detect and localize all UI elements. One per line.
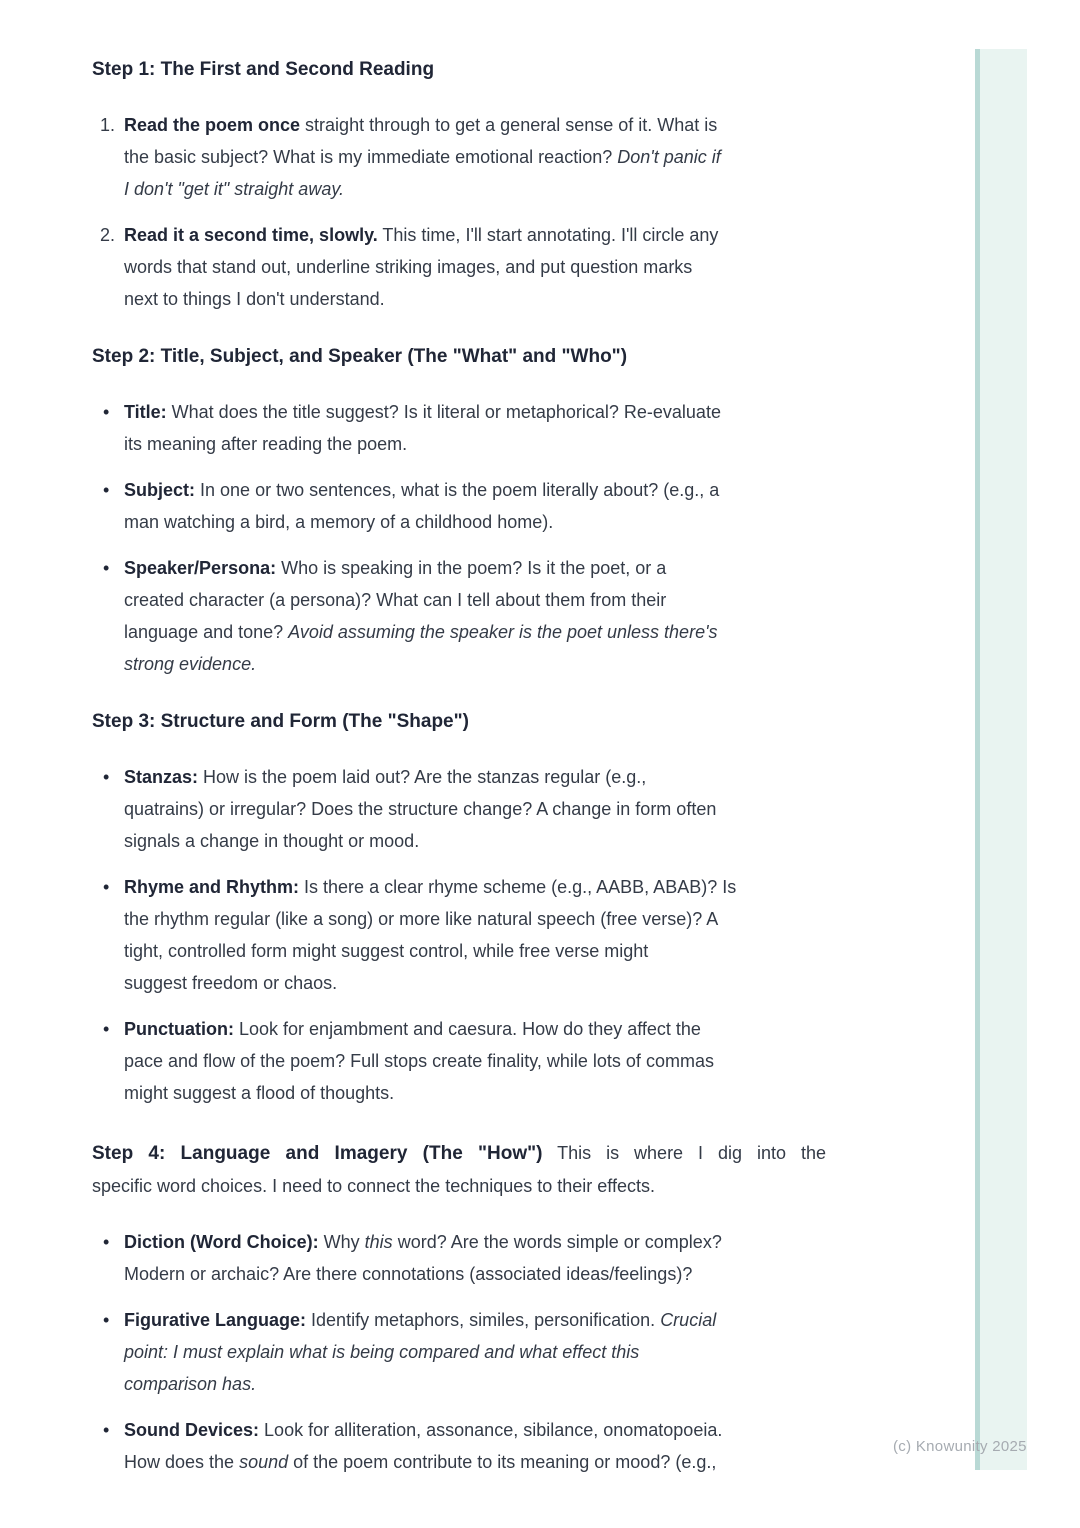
text-segment: This time, I'll start annotating. I'll circle any: [377, 225, 719, 245]
bullet-marker: •: [103, 877, 110, 897]
text-line: [124, 173, 826, 205]
text-segment: Don't panic if: [617, 147, 721, 167]
item-content: [124, 1414, 826, 1478]
text-line: [124, 967, 826, 999]
text-segment: I don't "get it" straight away.: [124, 179, 344, 199]
text-segment: Sound Devices:: [124, 1420, 260, 1440]
text-line: [124, 616, 826, 648]
item-content: [124, 1226, 826, 1290]
text-line: [124, 251, 826, 283]
text-segment: words that stand out, underline striking images, and put question marks: [124, 257, 693, 277]
text-segment: Punctuation:: [124, 1019, 234, 1039]
list-item: [92, 1013, 826, 1109]
text-segment: Step 4: Language and Imagery (The "How"): [92, 1143, 543, 1164]
list-item: [92, 761, 826, 857]
text-segment: Read it a second time, slowly.: [124, 225, 378, 245]
section-heading: Step 3: Structure and Form (The "Shape"): [92, 711, 469, 732]
step-list: [92, 761, 826, 1109]
text-line: [124, 1013, 826, 1045]
text-line: [124, 935, 826, 967]
text-line: [124, 1045, 826, 1077]
text-line: [124, 1077, 826, 1109]
text-segment: quatrains) or irregular? Does the structure change? A change in form often: [124, 799, 717, 819]
text-segment: point: I must explain what is being compared and what effect this: [124, 1342, 640, 1362]
text-line: [124, 283, 826, 315]
text-segment: comparison has.: [124, 1374, 257, 1394]
list-item: [92, 1226, 826, 1290]
section-step-3: [92, 708, 826, 1109]
text-line: [124, 1368, 826, 1400]
item-content: [124, 109, 826, 205]
list-item: [92, 474, 826, 538]
text-segment: tight, controlled form might suggest control, while free verse might: [124, 941, 649, 961]
bullet-marker: •: [103, 1310, 110, 1330]
text-segment: Modern or archaic? Are there connotations (associated ideas/feelings)?: [124, 1264, 693, 1284]
text-line: [124, 1446, 826, 1478]
text-line: [124, 825, 826, 857]
text-line: [92, 1170, 826, 1202]
text-segment: pace and flow of the poem? Full stops create finality, while lots of commas: [124, 1051, 714, 1071]
text-line: [124, 396, 826, 428]
text-segment: Read the poem once: [124, 115, 301, 135]
number-marker: 2.: [100, 225, 116, 245]
text-segment: signals a change in thought or mood.: [124, 831, 420, 851]
document-content: [92, 56, 826, 1492]
text-segment: Identify metaphors, similes, personification.: [306, 1310, 661, 1330]
text-segment: Figurative Language:: [124, 1310, 307, 1330]
text-segment: next to things I don't understand.: [124, 289, 385, 309]
list-item: [92, 109, 826, 205]
text-segment: Title:: [124, 402, 167, 422]
bullet-marker: •: [103, 1420, 110, 1440]
text-line: [124, 584, 826, 616]
step-list: [92, 109, 826, 315]
item-content: [124, 474, 826, 538]
text-segment: Why: [318, 1232, 365, 1252]
text-segment: Rhyme and Rhythm:: [124, 877, 300, 897]
text-line: [124, 1226, 826, 1258]
section-step-1: [92, 56, 826, 315]
text-segment: Avoid assuming the speaker is the poet unless there's: [288, 622, 718, 642]
text-line: [124, 474, 826, 506]
text-line: [124, 793, 826, 825]
text-segment: Speaker/Persona:: [124, 558, 277, 578]
text-segment: the rhythm regular (like a song) or more like natural speech (free verse)? A: [124, 909, 719, 929]
text-line: [124, 1304, 826, 1336]
list-item: [92, 552, 826, 680]
bullet-marker: •: [103, 1019, 110, 1039]
item-content: [124, 1013, 826, 1109]
text-segment: the basic subject? What is my immediate emotional reaction?: [124, 147, 618, 167]
text-segment: this: [364, 1232, 393, 1252]
bullet-marker: •: [103, 480, 110, 500]
text-line: [124, 428, 826, 460]
text-line: [124, 1414, 826, 1446]
text-line: [124, 1258, 826, 1290]
step-list: [92, 396, 826, 680]
text-line: [124, 648, 826, 680]
item-content: [124, 1304, 826, 1400]
section-step-2: [92, 343, 826, 680]
text-line: [124, 219, 826, 251]
text-segment: Stanzas:: [124, 767, 199, 787]
text-segment: Crucial: [660, 1310, 717, 1330]
text-segment: sound: [239, 1452, 289, 1472]
text-line: [124, 552, 826, 584]
section-heading: Step 2: Title, Subject, and Speaker (The "What" and "Who"): [92, 346, 628, 367]
text-segment: Subject:: [124, 480, 196, 500]
section-lead-paragraph: [92, 1137, 826, 1202]
text-line: [92, 1137, 826, 1170]
text-segment: How does the: [124, 1452, 240, 1472]
item-content: [124, 219, 826, 315]
page-edge-bar: [975, 49, 1027, 1470]
text-line: [124, 141, 826, 173]
list-item: [92, 871, 826, 999]
text-segment: How is the poem laid out? Are the stanzas regular (e.g.,: [198, 767, 647, 787]
text-segment: What does the title suggest? Is it literal or metaphorical? Re-evaluate: [166, 402, 721, 422]
text-segment: word? Are the words simple or complex?: [392, 1232, 722, 1252]
text-segment: created character (a persona)? What can I tell about them from their: [124, 590, 667, 610]
text-line: [124, 871, 826, 903]
text-segment: its meaning after reading the poem.: [124, 434, 408, 454]
step-list: [92, 1226, 826, 1478]
text-segment: suggest freedom or chaos.: [124, 973, 338, 993]
bullet-marker: •: [103, 767, 110, 787]
item-content: [124, 761, 826, 857]
list-item: [92, 396, 826, 460]
text-segment: language and tone?: [124, 622, 289, 642]
section-step-4: [92, 1137, 826, 1478]
list-item: [92, 1304, 826, 1400]
text-line: [124, 109, 826, 141]
list-item: [92, 1414, 826, 1478]
list-item: [92, 219, 826, 315]
item-content: [124, 396, 826, 460]
text-segment: might suggest a flood of thoughts.: [124, 1083, 395, 1103]
text-segment: Look for enjambment and caesura. How do they affect the: [234, 1019, 701, 1039]
text-segment: In one or two sentences, what is the poem literally about? (e.g., a: [195, 480, 720, 500]
text-segment: specific word choices. I need to connect the techniques to their effects.: [92, 1176, 655, 1196]
text-segment: strong evidence.: [124, 654, 257, 674]
text-segment: Who is speaking in the poem? Is it the poet, or a: [276, 558, 667, 578]
text-segment: man watching a bird, a memory of a childhood home).: [124, 512, 554, 532]
text-segment: This is where I dig into the: [542, 1143, 826, 1163]
bullet-marker: •: [103, 558, 110, 578]
number-marker: 1.: [100, 115, 116, 135]
text-segment: Is there a clear rhyme scheme (e.g., AABB, ABAB)? Is: [299, 877, 737, 897]
item-content: [124, 552, 826, 680]
text-segment: Diction (Word Choice):: [124, 1232, 319, 1252]
text-segment: of the poem contribute to its meaning or mood? (e.g.,: [288, 1452, 717, 1472]
text-line: [124, 506, 826, 538]
text-segment: Look for alliteration, assonance, sibilance, onomatopoeia.: [259, 1420, 723, 1440]
item-content: [124, 871, 826, 999]
text-line: [124, 761, 826, 793]
section-heading: Step 1: The First and Second Reading: [92, 59, 435, 80]
text-segment: straight through to get a general sense of it. What is: [300, 115, 718, 135]
bullet-marker: •: [103, 1232, 110, 1252]
text-line: [124, 903, 826, 935]
text-line: [124, 1336, 826, 1368]
bullet-marker: •: [103, 402, 110, 422]
copyright-watermark: (c) Knowunity 2025: [893, 1438, 1027, 1455]
